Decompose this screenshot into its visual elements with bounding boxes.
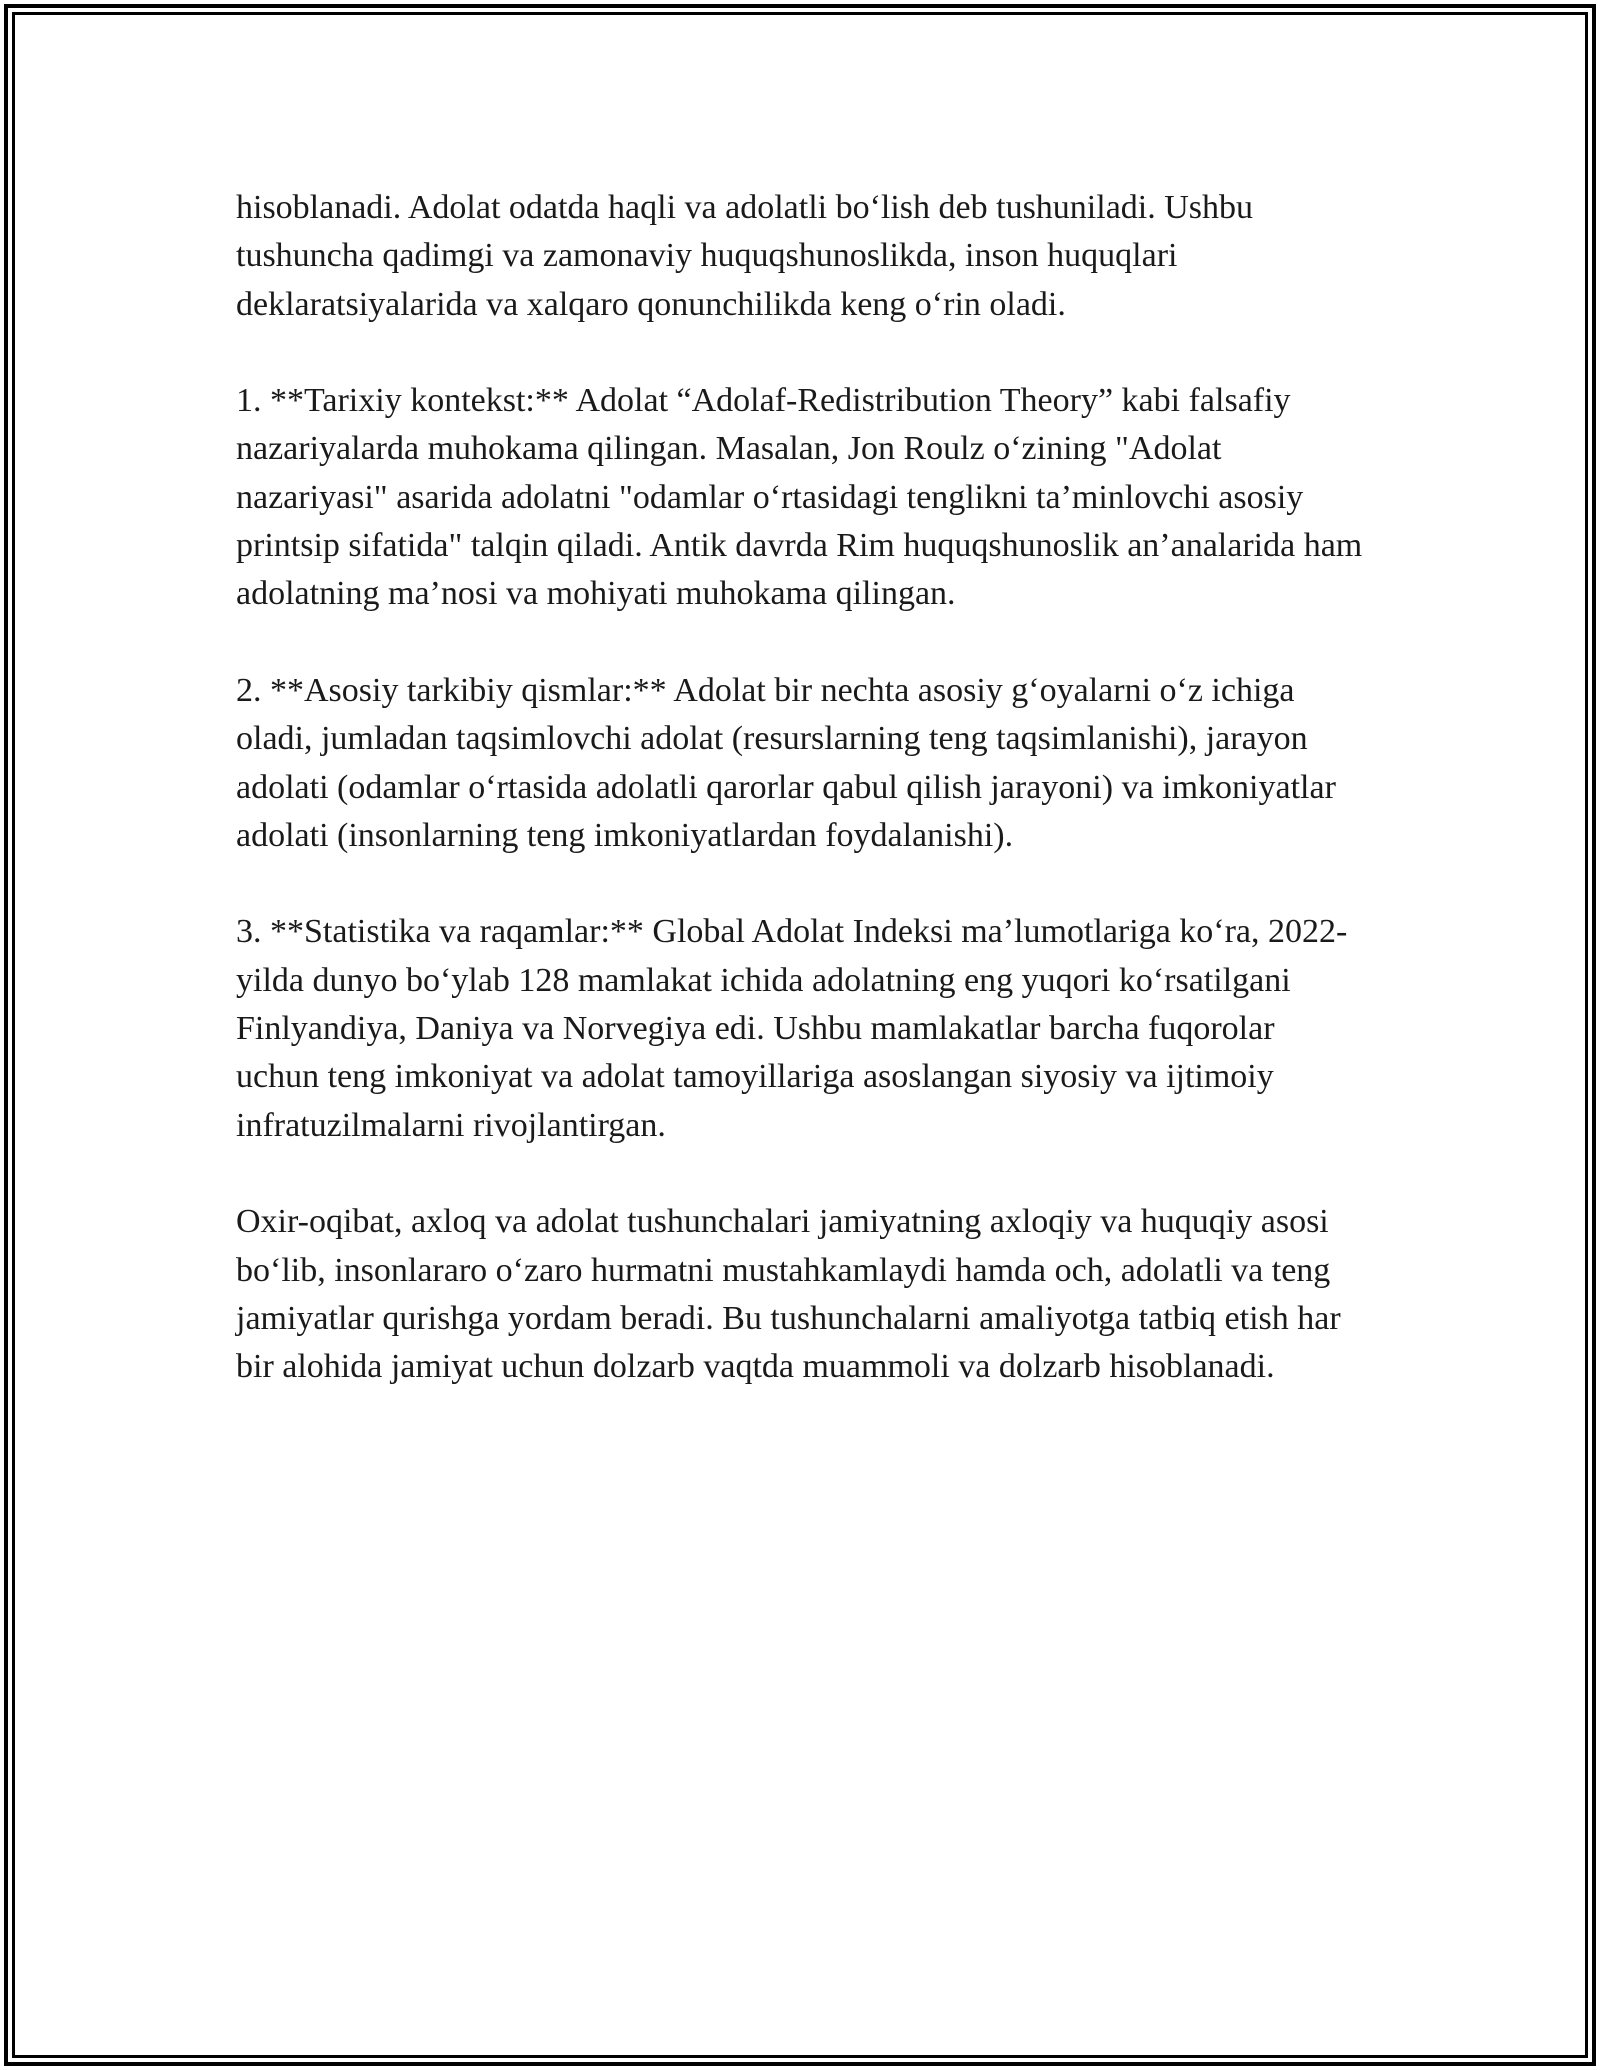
paragraph-historical-context: 1. **Tarixiy kontekst:** Adolat “Adolaf-Redistribution Theory” kabi falsafiy nazariyalarda muhokama qilingan. Masalan, Jon Roulz o‘zining "Adolat nazariyasi" asarida adolatni "odamlar o‘rtasidagi tenglikni ta’minlovchi asosiy printsip sifatida" talqin qiladi. Antik davrda Rim huquqshunoslik an’analarida ham adolatning ma’nosi va mohiyati muhokama qilingan. bbox=[236, 382, 1363, 613]
paragraph-conclusion: Oxir-oqibat, axloq va adolat tushunchalari jamiyatning axloqiy va huquqiy asosi bo‘lib, insonlararo o‘zaro hurmatni mustahkamlaydi hamda och, adolatli va teng jamiyatlar qurishga yordam beradi. Bu tushunchalarni amaliyotga tatbiq etish har bir alohida jamiyat uchun dolzarb vaqtda muammoli va dolzarb hisoblanadi. bbox=[236, 1203, 1341, 1386]
paragraph-intro: hisoblanadi. Adolat odatda haqli va adolatli bo‘lish deb tushuniladi. Ushbu tushuncha qadimgi va zamonaviy huquqshunoslikda, inson huquqlari deklaratsiyalarida va xalqaro qonunchilikda keng o‘rin oladi. bbox=[236, 189, 1254, 323]
document-body bbox=[236, 184, 1364, 1391]
paragraph-statistics: 3. **Statistika va raqamlar:** Global Adolat Indeksi ma’lumotlariga ko‘ra, 2022-yilda dunyo bo‘ylab 128 mamlakat ichida adolatning eng yuqori ko‘rsatilgani Finlyandiya, Daniya va Norvegiya edi. Ushbu mamlakatlar barcha fuqorolar uchun teng imkoniyat va adolat tamoyillariga asoslangan siyosiy va ijtimoiy infratuzilmalarni rivojlantirgan. bbox=[236, 913, 1348, 1144]
paragraph-main-components: 2. **Asosiy tarkibiy qismlar:** Adolat bir nechta asosiy g‘oyalarni o‘z ichiga oladi, jumladan taqsimlovchi adolat (resurslarning teng taqsimlanishi), jarayon adolati (odamlar o‘rtasida adolatli qarorlar qabul qilish jarayoni) va imkoniyatlar adolati (insonlarning teng imkoniyatlardan foydalanishi). bbox=[236, 671, 1336, 854]
